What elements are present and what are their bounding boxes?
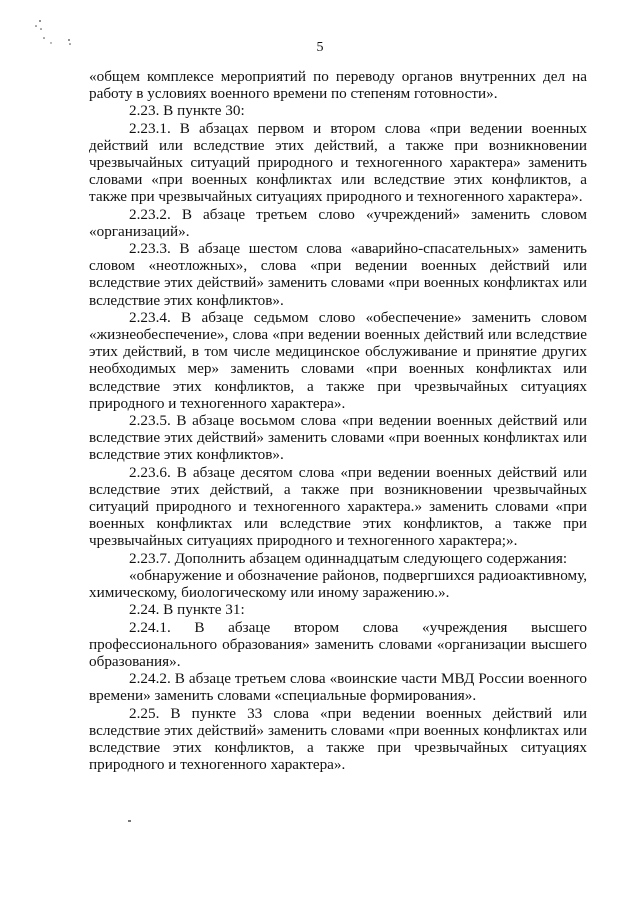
paragraph-2-23-6: 2.23.6. В абзаце десятом слова «при ведении военных действий или вследствие этих действий, а также при возникновении чрезвычайных ситуаций природного и техногенного характера.» заменить словами «при военных конфликтах или вследствие этих конфликтов, а также при чрезвычайных ситуациях природного и техногенного характера;».	[89, 463, 587, 550]
paragraph-2-24: 2.24. В пункте 31:	[129, 601, 245, 619]
paragraph-2-23-1: 2.23.1. В абзацах первом и втором слова «при ведении военных действий или вследствие этих действий, а также при возникновении чрезвычайных ситуаций природного и техногенного характера» заменить словами «при военных конфликтах или вследствие этих конфликтов, а также при чрезвычайных ситуациях природного и техногенного характера».	[89, 119, 587, 206]
paragraph-2-23-4: 2.23.4. В абзаце седьмом слово «обеспечение» заменить словом «жизнеобеспечение», слова «при ведении военных действий или вследствие этих действий, в том числе медицинское обслуживание и принятие других необходимых мер» заменить словами «при военных конфликтах или вследствие этих конфликтов, а также при чрезвычайных ситуациях природного и техногенного характера».	[89, 308, 587, 412]
paragraph-continuation: «общем комплексе мероприятий по переводу органов внутренних дел на работу в условиях военного времени по степеням готовности».	[89, 68, 587, 103]
scan-dot	[128, 820, 131, 822]
paragraph-2-25: 2.25. В пункте 33 слова «при ведении военных действий или вследствие этих действий» заменить словами «при военных конфликтах или вследствие этих конфликтов, а также при чрезвычайных ситуациях природного и техногенного характера».	[89, 704, 587, 774]
paragraph-2-23-2: 2.23.2. В абзаце третьем слово «учреждений» заменить словом «организаций».	[89, 205, 587, 240]
page-number: 5	[316, 40, 324, 55]
paragraph-2-23: 2.23. В пункте 30:	[129, 102, 245, 120]
paragraph-2-23-3: 2.23.3. В абзаце шестом слова «аварийно-спасательных» заменить словом «неотложных», слова «при ведении военных действий или вследствие этих действий» заменить словами «при военных конфликтах или вследствие этих конфликтов».	[89, 240, 587, 309]
paragraph-2-23-7: 2.23.7. Дополнить абзацем одиннадцатым следующего содержания:	[129, 549, 568, 567]
document-body	[89, 68, 587, 773]
paragraph-2-24-2: 2.24.2. В абзаце третьем слова «воинские части МВД России военного времени» заменить словами «специальные формирования».	[89, 670, 587, 705]
paragraph-2-23-7-addition: «обнаружение и обозначение районов, подвергшихся радиоактивному, химическому, биологическому или иному заражению.».	[89, 566, 587, 602]
paragraph-2-24-1: 2.24.1. В абзаце втором слова «учреждения высшего профессионального образования» заменить словами «организации высшего образования».	[89, 618, 587, 670]
paragraph-2-23-5: 2.23.5. В абзаце восьмом слова «при ведении военных действий или вследствие этих действий» заменить словами «при военных конфликтах или вследствие этих конфликтов».	[89, 412, 587, 464]
